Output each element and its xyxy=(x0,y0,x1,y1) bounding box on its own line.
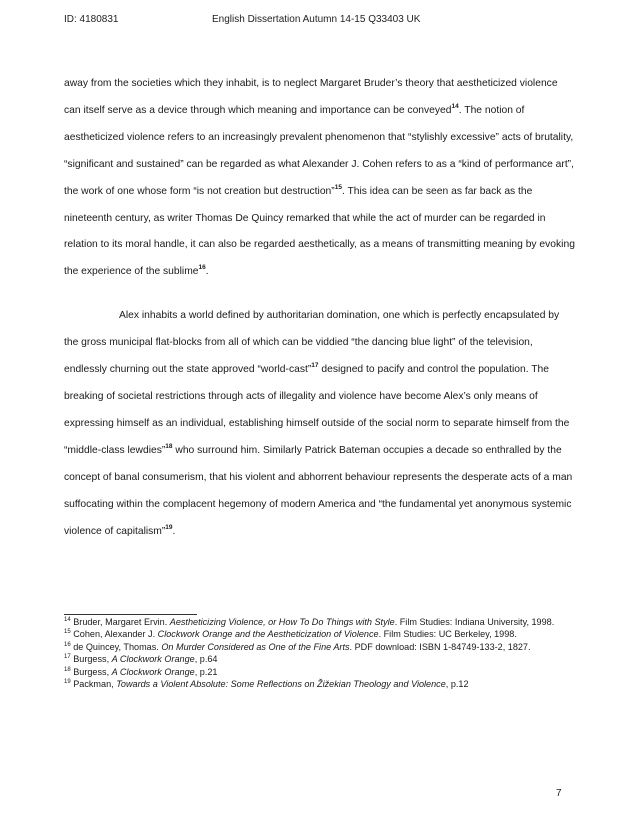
body-text xyxy=(64,71,576,545)
footnote-number: 17 xyxy=(64,654,71,661)
footnote-title: A Clockwork Orange xyxy=(111,666,195,677)
footnote-number: 18 xyxy=(64,666,71,673)
footnote-number: 15 xyxy=(64,629,71,636)
footnote-author: Packman, xyxy=(73,679,117,690)
footnote-details: . Film Studies: UC Berkeley, 1998. xyxy=(378,629,517,640)
footnote-ref-15: 15 xyxy=(334,183,342,191)
footnote-ref-17: 17 xyxy=(311,362,319,370)
paragraph-2-text: designed to pacify and control the population. The breaking of societal restrictions through acts of illegality and violence have become Alex’s only means of expressing himself as an individual, establishing himself outside of the social norm to separate himself from the “middle-class lewdies” xyxy=(64,364,570,456)
footnote-title: Towards a Violent Absolute: Some Reflections on Žižekian Theology and Violence xyxy=(116,679,446,690)
footnote-number: 14 xyxy=(64,617,71,623)
paragraph-2-text: . xyxy=(172,525,176,537)
header-title: English Dissertation Autumn 14-15 Q33403 UK xyxy=(212,14,421,25)
footnote-title: A Clockwork Orange xyxy=(111,654,195,665)
paragraph-1-text: . xyxy=(205,266,209,278)
footnote-17 xyxy=(64,653,576,665)
footnote-ref-18: 18 xyxy=(165,442,173,450)
footnote-number: 16 xyxy=(64,641,71,648)
paragraph-1-text: . The notion of aestheticized violence refers to an increasingly prevalent phenomenon that “stylishly excessive” acts of brutality, “significant and sustained” can be regarded as what Alexander J. Cohen refers to as a “kind of performance art”, the work of one whose form “is not creation but destruction” xyxy=(64,104,574,197)
footnote-15 xyxy=(64,628,576,640)
footnote-author: Burgess, xyxy=(73,666,112,677)
footnotes xyxy=(64,616,576,690)
footnote-author: Burgess, xyxy=(73,654,112,665)
footnote-18 xyxy=(64,666,576,678)
footnote-number: 19 xyxy=(64,679,71,686)
paragraph-2 xyxy=(64,303,576,545)
footnote-19 xyxy=(64,678,576,690)
footnote-title: Clockwork Orange and the Aestheticization of Violence xyxy=(157,629,379,640)
footnote-details: . Film Studies: Indiana University, 1998. xyxy=(394,617,555,627)
footnote-16 xyxy=(64,641,576,653)
footnote-14 xyxy=(64,616,576,628)
footnote-ref-16: 16 xyxy=(198,264,206,272)
footnote-details: . PDF download: ISBN 1-84749-133-2, 1827. xyxy=(349,641,531,652)
footnote-separator xyxy=(64,614,197,615)
paragraph-1-text: . This idea can be seen as far back as the nineteenth century, as writer Thomas De Quincy remarked that while the act of murder can be regarded in relation to its moral handle, it can also be regarded aesthetically, as a means of transmitting meaning by evoking the experience of the sublime xyxy=(64,185,575,278)
footnote-author: Bruder, Margaret Ervin. xyxy=(73,617,170,627)
paragraph-2-text: Alex inhabits a world defined by authoritarian domination, one which is perfectly encapsulated by the gross municipal flat-blocks from all of which can be viddied “the dancing blue light” of the television, endlessly churning out the state approved “world-cast” xyxy=(64,310,560,376)
footnote-details: , p.12 xyxy=(445,679,469,690)
footnote-title: Aestheticizing Violence, or How To Do Things with Style xyxy=(169,617,395,627)
footnote-author: de Quincey, Thomas. xyxy=(73,641,162,652)
footnote-details: , p.21 xyxy=(194,666,218,677)
footnote-ref-14: 14 xyxy=(451,102,459,110)
footnote-author: Cohen, Alexander J. xyxy=(73,629,158,640)
paragraph-1-text: away from the societies which they inhabit, is to neglect Margaret Bruder’s theory that aestheticized violence can itself serve as a device through which meaning and importance can be conveyed xyxy=(64,78,558,116)
paragraph-1 xyxy=(64,71,576,286)
footnote-title: On Murder Considered as One of the Fine Arts xyxy=(161,641,350,652)
page-number: 7 xyxy=(556,788,562,799)
paragraph-2-text: who surround him. Similarly Patrick Bateman occupies a decade so enthralled by the concept of banal consumerism, that his violent and abhorrent behaviour represents the desperate acts of a man suffocating within the complacent hegemony of modern America and “the fundamental yet anonymous systemic violence of capitalism” xyxy=(64,444,573,537)
page-header xyxy=(64,14,574,30)
footnote-details: , p.64 xyxy=(194,654,218,665)
footnote-ref-19: 19 xyxy=(165,523,173,531)
header-student-id: ID: 4180831 xyxy=(64,14,119,25)
